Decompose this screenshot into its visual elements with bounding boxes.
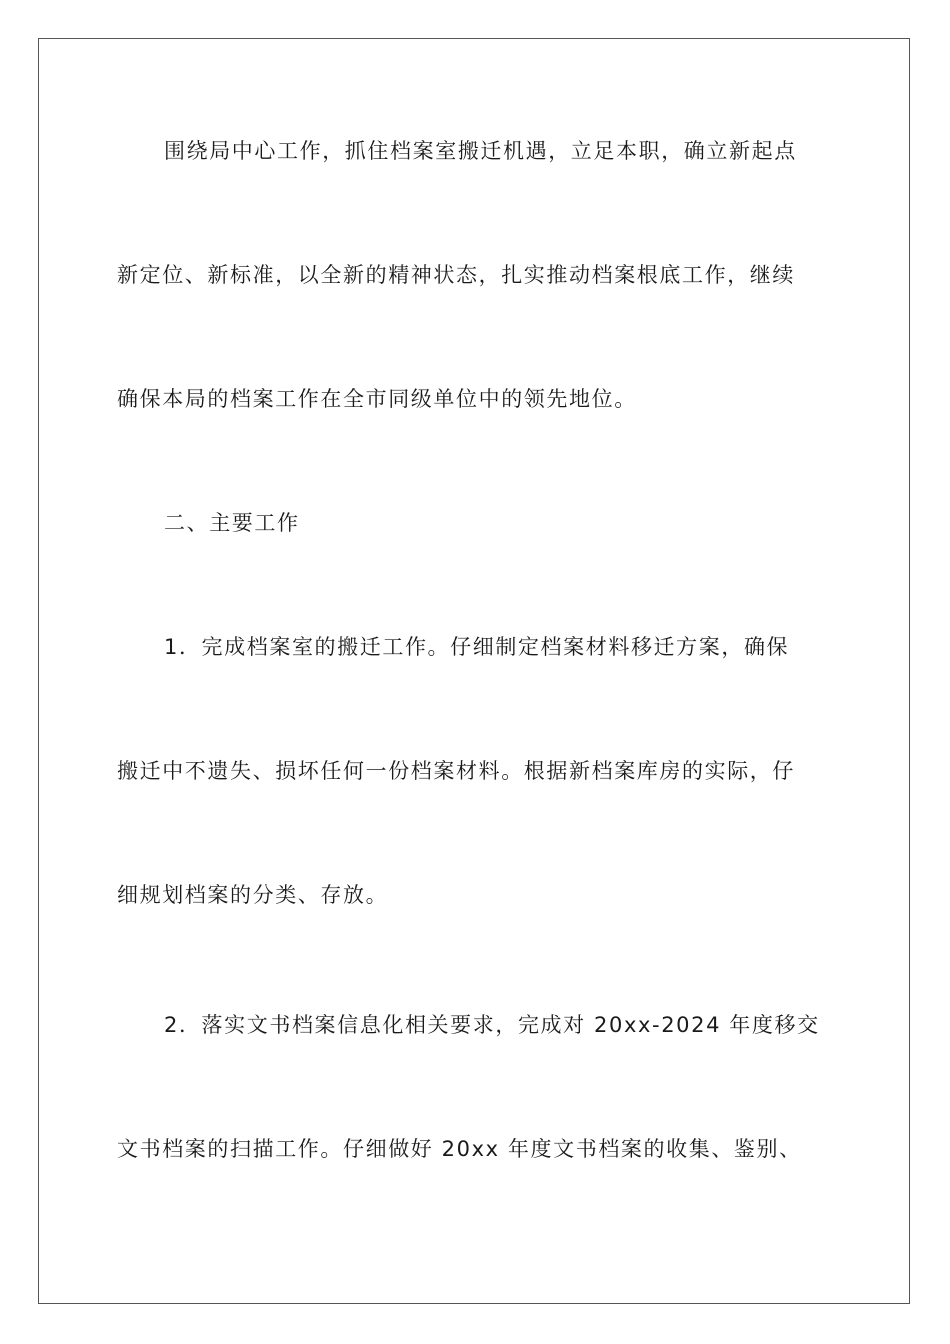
page-border [38, 38, 910, 1304]
paragraph-line: 细规划档案的分类、存放。 [117, 883, 389, 907]
paragraph-line: 新定位、新标准，以全新的精神状态，扎实推动档案根底工作，继续 [117, 263, 795, 287]
paragraph-line: 2．落实文书档案信息化相关要求，完成对 20xx-2024 年度移交 [164, 1013, 820, 1037]
paragraph-line: 1．完成档案室的搬迁工作。仔细制定档案材料移迁方案，确保 [164, 635, 790, 659]
paragraph-line: 确保本局的档案工作在全市同级单位中的领先地位。 [117, 387, 637, 411]
paragraph-line: 文书档案的扫描工作。仔细做好 20xx 年度文书档案的收集、鉴别、 [117, 1137, 802, 1161]
section-heading: 二、主要工作 [164, 511, 300, 535]
paragraph-line: 围绕局中心工作，抓住档案室搬迁机遇，立足本职，确立新起点 [164, 139, 797, 163]
paragraph-line: 搬迁中不遗失、损坏任何一份档案材料。根据新档案库房的实际，仔 [117, 759, 795, 783]
